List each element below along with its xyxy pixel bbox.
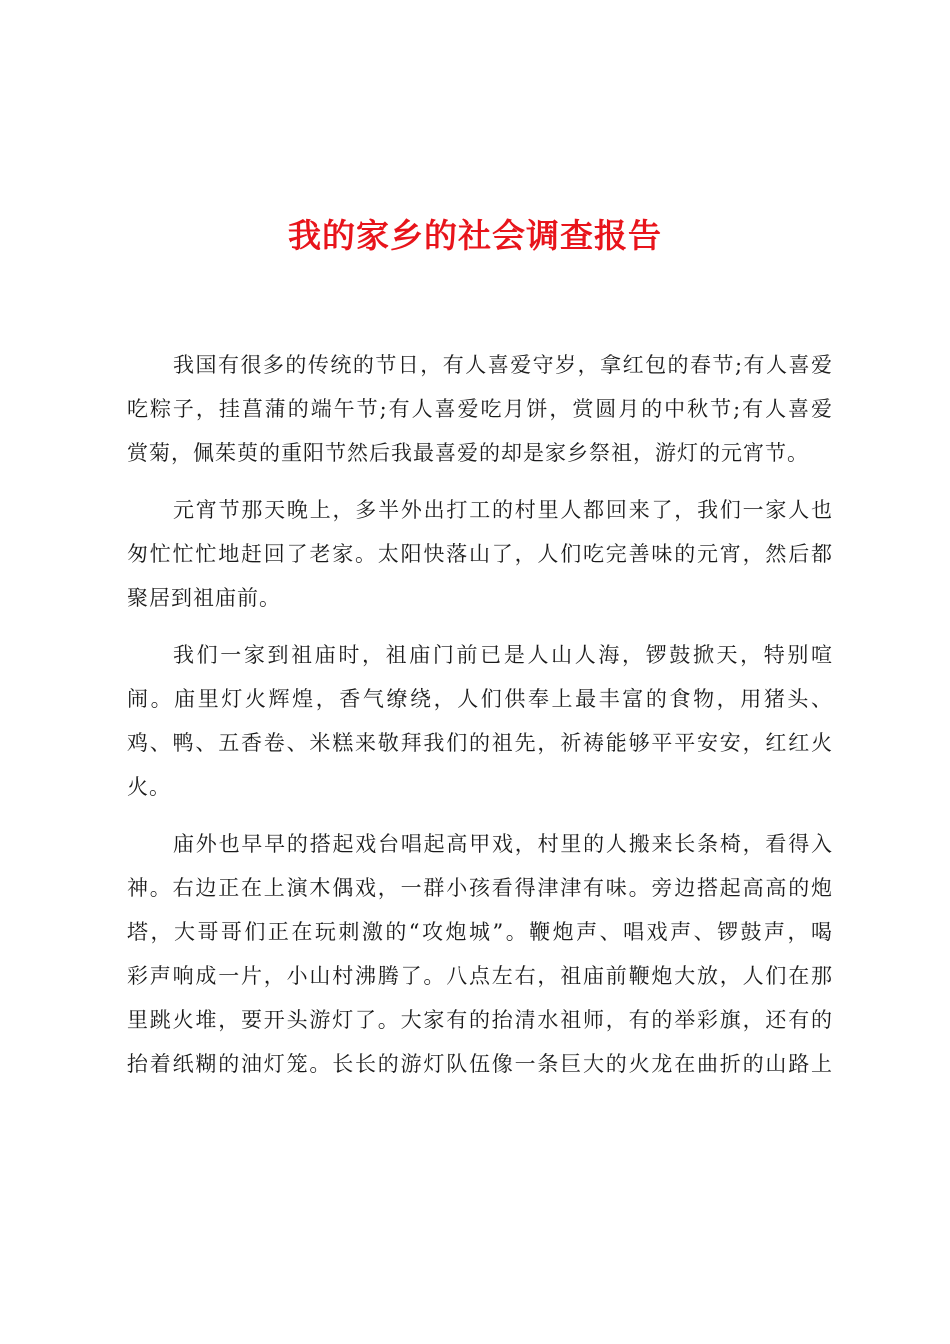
paragraph-line: 闹。庙里灯火辉煌，香气缭绕，人们供奉上最丰富的食物，用猪头、: [127, 687, 833, 711]
paragraph-line: 鸡、鸭、五香卷、米糕来敬拜我们的祖先，祈祷能够平平安安，红红火: [127, 731, 833, 755]
paragraph-line: 彩声响成一片，小山村沸腾了。八点左右，祖庙前鞭炮大放，人们在那: [127, 964, 833, 988]
document-title: 我的家乡的社会调查报告: [288, 216, 662, 255]
paragraph: [127, 822, 833, 1086]
paragraph: [127, 633, 833, 809]
document-body: [127, 343, 833, 1086]
paragraph-line: 吃粽子，挂菖蒲的端午节;有人喜爱吃月饼，赏圆月的中秋节;有人喜爱: [127, 397, 833, 421]
paragraph-line: 我们一家到祖庙时，祖庙门前已是人山人海，锣鼓掀天，特别喧: [173, 643, 833, 667]
paragraph-line: 火。: [127, 775, 171, 799]
paragraph: [127, 343, 833, 475]
paragraph-line: 元宵节那天晚上，多半外出打工的村里人都回来了，我们一家人也: [173, 498, 833, 522]
paragraph-line: 神。右边正在上演木偶戏，一群小孩看得津津有味。旁边搭起高高的炮: [127, 876, 833, 900]
paragraph-line: 聚居到祖庙前。: [127, 586, 281, 610]
paragraph-line: 我国有很多的传统的节日，有人喜爱守岁，拿红包的春节;有人喜爱: [173, 353, 833, 377]
paragraph-line: 塔，大哥哥们正在玩刺激的“攻炮城”。鞭炮声、唱戏声、锣鼓声，喝: [127, 920, 833, 944]
paragraph-line: 抬着纸糊的油灯笼。长长的游灯队伍像一条巨大的火龙在曲折的山路上: [127, 1052, 833, 1076]
paragraph-line: 匆忙忙忙地赶回了老家。太阳快落山了，人们吃完善味的元宵，然后都: [127, 542, 833, 566]
paragraph: [127, 488, 833, 620]
paragraph-line: 里跳火堆，要开头游灯了。大家有的抬清水祖师，有的举彩旗，还有的: [127, 1008, 833, 1032]
paragraph-line: 庙外也早早的搭起戏台唱起高甲戏，村里的人搬来长条椅，看得入: [173, 832, 833, 856]
paragraph-line: 赏菊，佩茱萸的重阳节然后我最喜爱的却是家乡祭祖，游灯的元宵节。: [127, 441, 809, 465]
